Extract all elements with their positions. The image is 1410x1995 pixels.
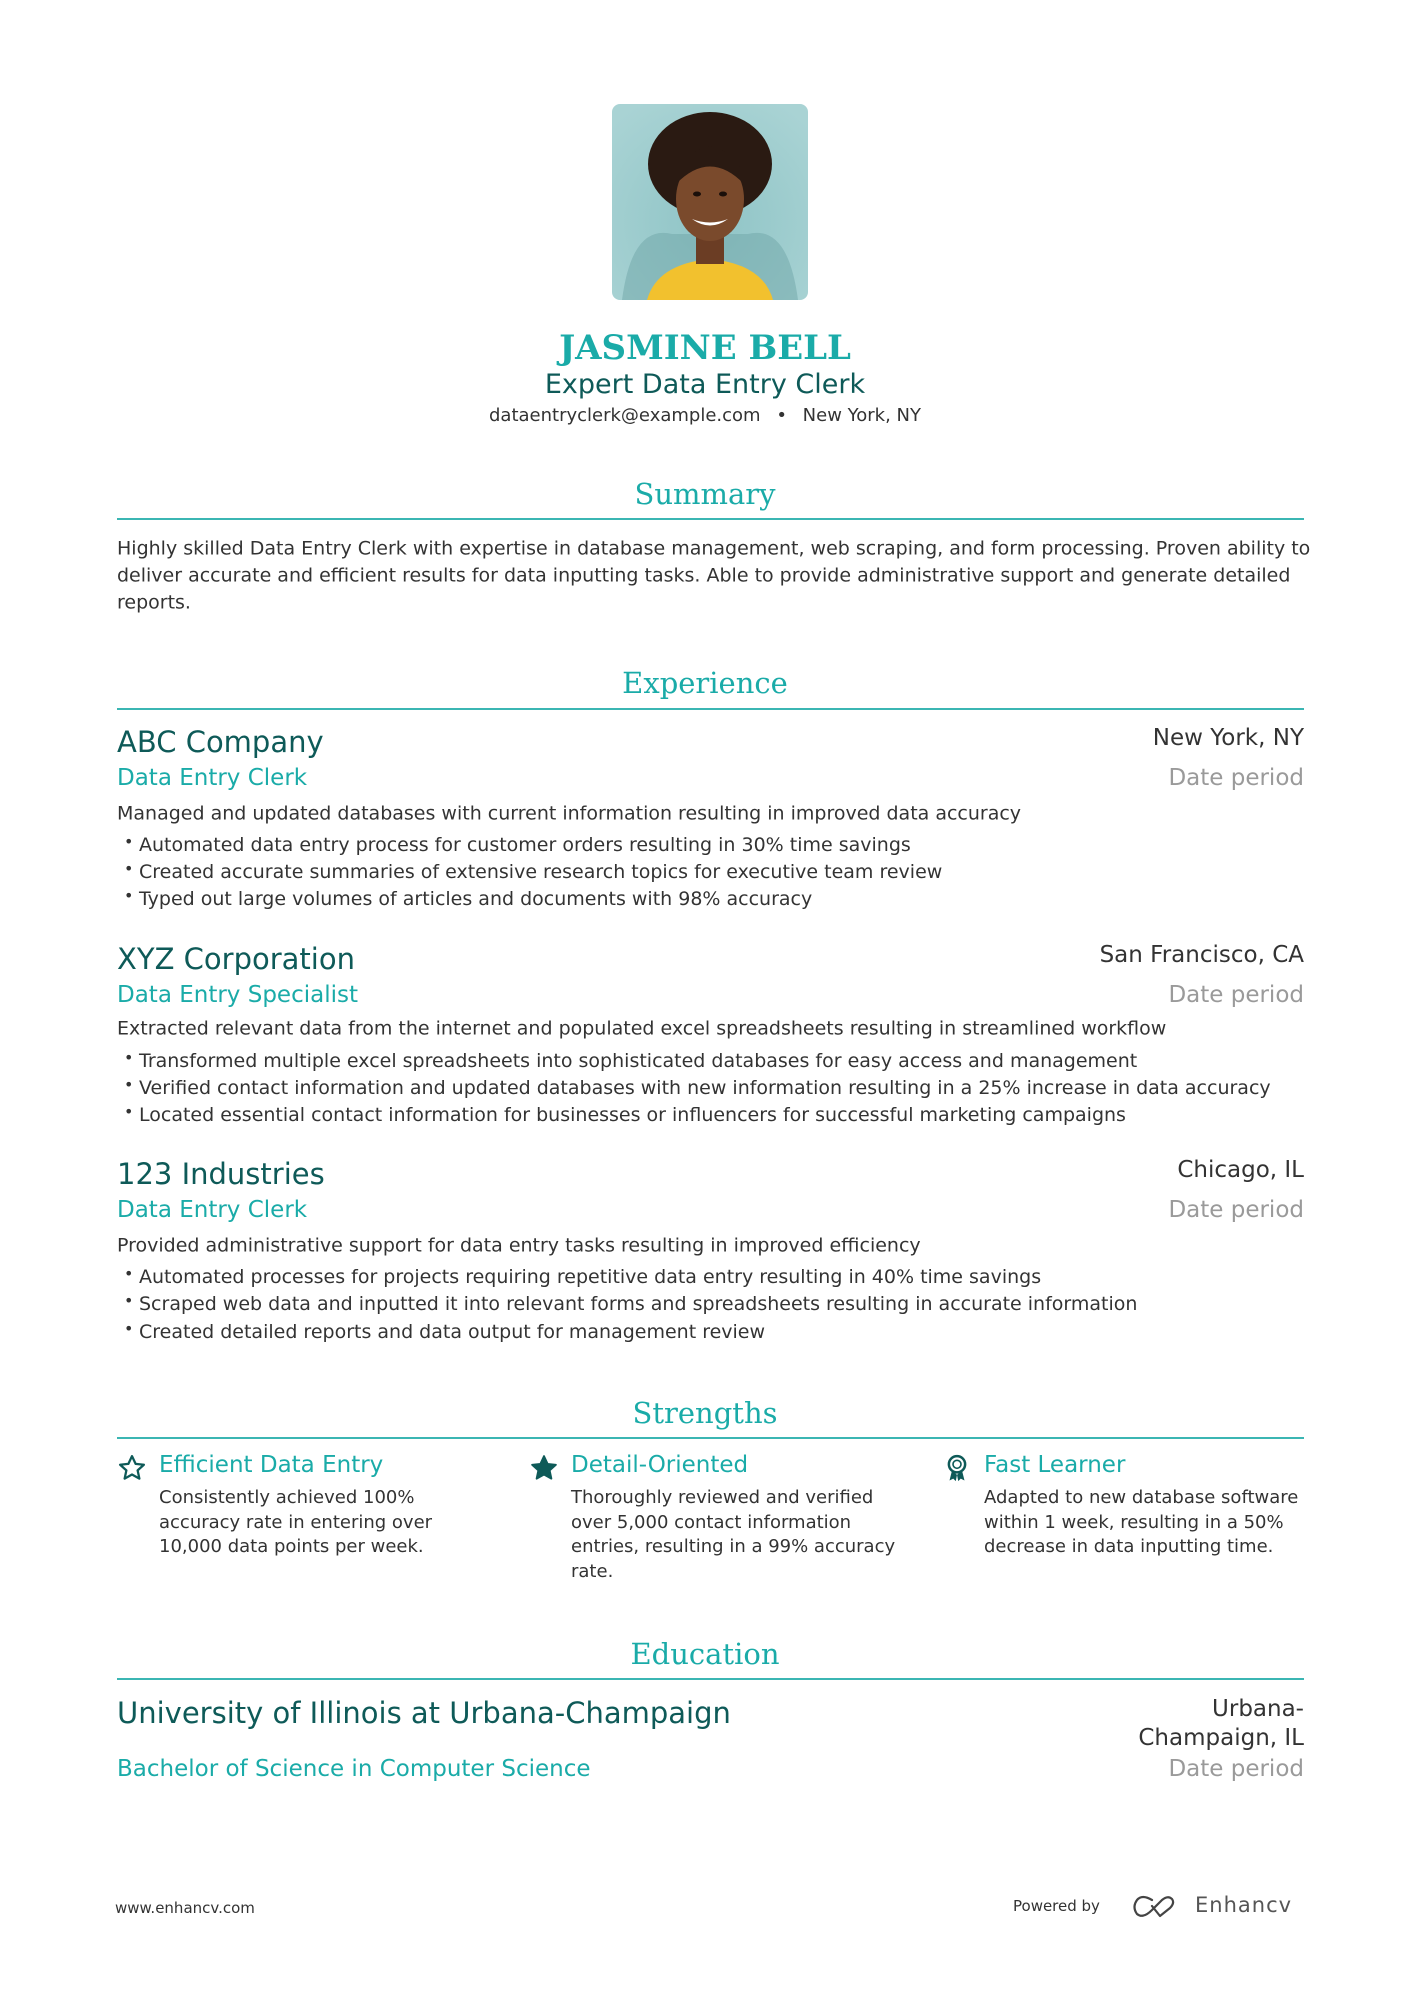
job-bullet: • Located essential contact information for businesses or influencers for successful marketing campaigns (124, 1104, 1126, 1126)
school-name: University of Illinois at Urbana-Champaign (117, 1696, 731, 1730)
footer-website[interactable]: www.enhancv.com (115, 1899, 255, 1917)
degree: Bachelor of Science in Computer Science (117, 1756, 591, 1782)
section-heading-education: Education (630, 1637, 780, 1671)
job-description: Managed and updated databases with current information resulting in improved data accuracy (117, 802, 1022, 825)
company-name: ABC Company (117, 725, 324, 759)
contact-line (0, 405, 1410, 426)
strength-description: Adapted to new database software within 1 week, resulting in a 50% decrease in data inputting time. (984, 1487, 1299, 1557)
enhancv-logo-icon (1132, 1894, 1180, 1920)
company-name: XYZ Corporation (117, 942, 355, 976)
divider (117, 518, 1304, 520)
award-ribbon-icon (942, 1453, 972, 1483)
job-bullet: • Transformed multiple excel spreadsheets into sophisticated databases for easy access and management (124, 1050, 1137, 1072)
section-heading-experience: Experience (622, 666, 788, 700)
strength-description: Consistently achieved 100% accuracy rate in entering over 10,000 data points per week. (159, 1487, 433, 1557)
section-heading-strengths: Strengths (632, 1396, 778, 1430)
job-bullet: • Created accurate summaries of extensive research topics for executive team review (124, 861, 942, 883)
job-bullet: • Scraped web data and inputted it into relevant forms and spreadsheets resulting in accurate information (124, 1293, 1137, 1315)
job-description: Provided administrative support for data entry tasks resulting in improved efficiency (117, 1234, 921, 1257)
job-location: New York, NY (1152, 725, 1304, 751)
job-role: Data Entry Specialist (117, 982, 358, 1008)
strength-title: Fast Learner (984, 1452, 1126, 1478)
star-outline-icon (117, 1453, 147, 1483)
job-date: Date period (1168, 765, 1304, 791)
education-date: Date period (1168, 1756, 1304, 1782)
school-location-line1: Urbana- (1212, 1696, 1304, 1722)
school-location-line2: Champaign, IL (1138, 1725, 1304, 1751)
strength-description: Thoroughly reviewed and verified over 5,000 contact information entries, resulting in a 99% accuracy rate. (571, 1487, 896, 1582)
job-bullet: • Created detailed reports and data output for management review (124, 1321, 765, 1343)
star-filled-icon (529, 1453, 559, 1483)
divider (117, 1678, 1304, 1680)
job-location: San Francisco, CA (1099, 942, 1304, 968)
strength-title: Detail-Oriented (571, 1452, 749, 1478)
job-role: Data Entry Clerk (117, 765, 308, 791)
email[interactable]: dataentryclerk@example.com (489, 405, 761, 426)
divider (117, 1437, 1304, 1439)
job-bullet: • Verified contact information and updated databases with new information resulting in a 25% increase in data accuracy (124, 1077, 1271, 1099)
profile-photo (612, 104, 808, 300)
summary-line: Highly skilled Data Entry Clerk with expertise in database management, web scraping, and form processing. Proven ability to (117, 537, 1311, 560)
job-bullet: • Automated data entry process for customer orders resulting in 30% time savings (124, 834, 911, 856)
job-date: Date period (1168, 1197, 1304, 1223)
job-location: Chicago, IL (1177, 1157, 1304, 1183)
strength-title: Efficient Data Entry (159, 1452, 384, 1478)
job-role: Data Entry Clerk (117, 1197, 308, 1223)
job-date: Date period (1168, 982, 1304, 1008)
job-bullet: • Typed out large volumes of articles and documents with 98% accuracy (124, 888, 812, 910)
company-name: 123 Industries (117, 1157, 325, 1191)
section-heading-summary: Summary (634, 477, 776, 511)
powered-by-label: Powered by (1013, 1897, 1100, 1915)
divider (117, 708, 1304, 710)
candidate-name: JASMINE BELL (559, 328, 851, 368)
summary-line: reports. (117, 591, 191, 614)
location: New York, NY (802, 405, 921, 426)
job-bullet: • Automated processes for projects requiring repetitive data entry resulting in 40% time savings (124, 1266, 1041, 1288)
job-description: Extracted relevant data from the internet and populated excel spreadsheets resulting in streamlined workflow (117, 1017, 1167, 1040)
summary-line: deliver accurate and efficient results for data inputting tasks. Able to provide administrative support and generate detailed (117, 564, 1291, 587)
enhancv-brand: Enhancv (1195, 1893, 1293, 1917)
separator: • (776, 405, 787, 426)
candidate-title: Expert Data Entry Clerk (544, 369, 866, 400)
